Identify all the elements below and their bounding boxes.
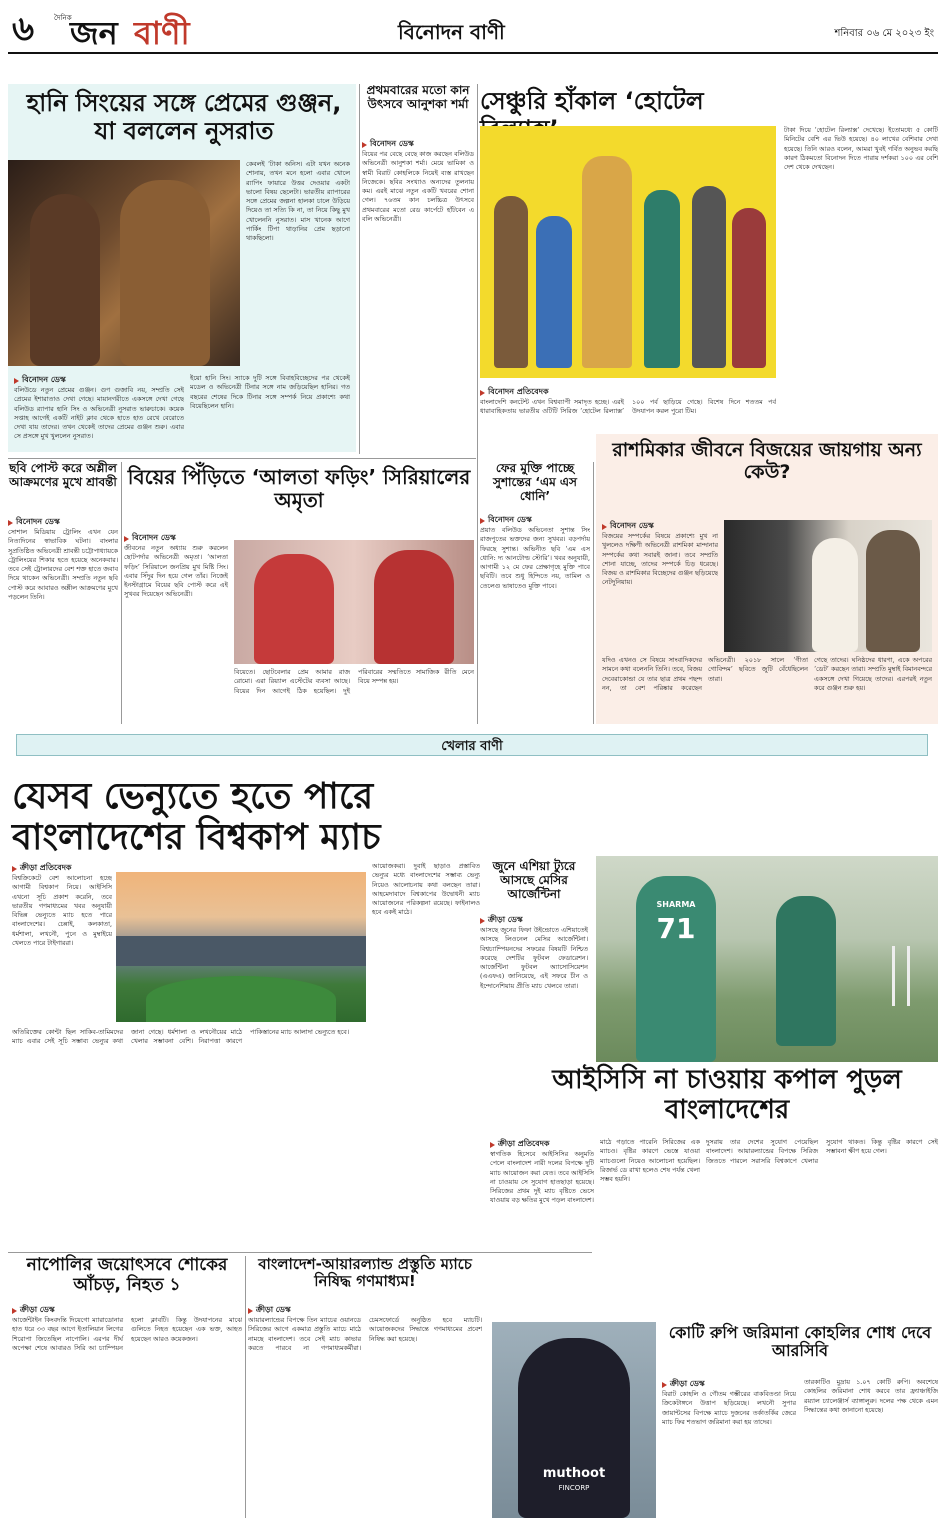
icc-byline-text: ক্রীড়া প্রতিবেদক [498, 1139, 550, 1148]
article-kohli [662, 1322, 938, 1518]
byline-triangle-icon [12, 1308, 17, 1314]
column-rule [593, 462, 594, 724]
venues-headline: যেসব ভেন্যুতে হতে পারে বাংলাদেশের বিশ্বকাপ ম্যাচ [12, 776, 381, 859]
kohli-figure [518, 1338, 630, 1518]
dhoni-text: প্রয়াত বলিউড অভিনেতা সুশান্ত সিং রাজপুতের ভক্তদের জন্য সুখবর। বড়পর্দায় ফিরছে সুশান্ত। অভিনীত ছবি ‘এম এস ধোনি: দ্য আনটোল্ড স্টোরি’। খবর অনুযায়ী, আগামী ১২ মে ফের প্রেক্ষাগৃহে মুক্তি পাবে ছবিটি। তবে শুধু হিন্দিতে নয়, তামিল ও তেলেগু ভাষাতেও মুক্তি পাবে। [480, 526, 590, 590]
kohli-byline-text: ক্রীড়া ডেস্ক [670, 1379, 705, 1388]
napoli-headline: নাপোলির জয়োৎসবে শোকের আঁচড়, নিহত ১ [26, 1255, 228, 1295]
brand-part2: বাণী [134, 14, 190, 52]
section-rule [8, 458, 476, 459]
jersey-number: 71 [656, 912, 696, 945]
rashmika-photo [724, 520, 932, 652]
dhoni-byline-text: বিনোদন ডেস্ক [488, 515, 532, 524]
byline-triangle-icon [480, 390, 485, 396]
icc-headline: আইসিসি না চাওয়ায় কপাল পুড়ল বাংলাদেশের [552, 1065, 902, 1125]
bride-right [374, 550, 454, 664]
ireland-text: আয়ারল্যান্ডের বিপক্ষে তিন ম্যাচের ওয়ানডে সিরিজের আগে একমাত্র প্রস্তুতি ম্যাচে মাঠে নামছে বাংলাদেশ। তবে সেই ম্যাচ কাভার করতে পারবে না গণমাধ্যমকর্মীরা। চেমসফোর্ডে অনুষ্ঠিত হবে ম্যাচটি। আয়োজকদের সিদ্ধান্তে গণমাধ্যমের প্রবেশ নিষিদ্ধ করা হয়েছে। [248, 1316, 482, 1352]
amrita-headline: বিয়ের পিঁড়িতে ‘আলতা ফড়িং’ সিরিয়ালের অমৃতা [127, 465, 471, 512]
anushka-byline-text: বিনোদন ডেস্ক [370, 139, 414, 148]
cast-figure-5 [692, 186, 726, 368]
hotel-photo [480, 126, 776, 378]
honey-text-left: বলিউডে নতুন প্রেমের গুঞ্জন। গুণ গুজাবি নয়, সম্প্রতি সেই প্রেমের ইশারাতাও দেখা গেছে। মায়ানগরীতে একসঙ্গে দেখা গেছে বলিউড র‍্যাপার হানি সিং ও অভিনেত্রী নুসরাত ভারুচাকে। কয়েক সপ্তাহ আগেই একটি নাইট ক্লাব থেকে হাতে হাত রেখে বেরোতে দেখা যায় তাদের। তখন থেকেই তাদের প্রেমের গুঞ্জন শুরু। এবার সে প্রসঙ্গে মুখ খুললেন নুসরাত। [14, 386, 184, 441]
article-napoli [8, 1256, 242, 1518]
jersey-sub: FINCORP [558, 1484, 590, 1492]
jersey-name: SHARMA [656, 900, 696, 909]
kohli-text-right: তারকাটিও মুদ্রায় ১.০৭ কোটি রুপি। অবশেষে কোহলির জরিমানা শোধ করবে তার ফ্র্যাঞ্চাইজি রয়্যাল চ্যালেঞ্জার্স ব্যাঙ্গালুরু। দলের পক্ষ থেকে এমন সিদ্ধান্তের কথা জানানো হয়েছে। [804, 1378, 938, 1414]
jersey-brand: muthoot [542, 1466, 606, 1481]
stadium-stand [116, 936, 366, 966]
cast-figure-6 [732, 208, 766, 368]
actor-figure [866, 530, 920, 652]
byline-triangle-icon [14, 378, 19, 384]
venues-text-bottom: অতিরিক্তের কোন্টা ছিল সাকিব-তামিমদের ম্যাচ এবার সেই সূচি সম্ভাব্য ভেন্যুর কথা জানা গেছে। ধর্মশালা ও লখনৌয়ের মাঠে খেলার সম্ভাবনা বেশি। নিরাপত্তা কারণে পাকিস্তানের ম্যাচ আলাদা ভেন্যুতে হবে। [12, 1028, 350, 1046]
byline-triangle-icon [602, 524, 607, 530]
page-number: ৬ [12, 9, 35, 49]
article-honey [8, 84, 356, 452]
amrita-text: জীবনের নতুন অধ্যায় শুরু করলেন ছোটপর্দার অভিনেত্রী অমৃতা। ‘আলতা ফড়িং’ সিরিয়ালে জনপ্রিয় মুখ মিষ্টি সিং। এবার সিঁদুর দিন হয়ে গেল তাঁর। নিজেই ইনস্টাগ্রামে বিয়ের ছবি পোস্ট করে এই সুখবর দিয়েছেন অভিনেত্রী। [124, 544, 228, 599]
amrita-photo [234, 540, 474, 664]
honey-text-bottom: ইয়ো হানি সিং। স্যাকে দুটি সঙ্গে বিবাহবিচ্ছেদের পর থেকেই মডেল ও অভিনেত্রী টিনার সঙ্গে নাম জড়িয়েছিল হানির। গত বছরের শেষের দিকে টিনার সঙ্গে সম্পর্ক নিয়ে প্রকাশ্যে কথা বিয়েছিলেন হানি। [190, 374, 350, 410]
ireland-headline: বাংলাদেশ-আয়ারল্যান্ড প্রস্তুতি ম্যাচে নিষিদ্ধ গণমাধ্যম! [258, 1255, 472, 1291]
napoli-text: আর্জেন্টাইন কিংবদন্তি দিয়েগো ম্যারাডোনার হাত ধরে ৩৩ বছর আগে ইতালিয়ান লিগের শিরোপা জিতেছিল নাপোলি। এরপর দীর্ঘ অপেক্ষা শেষে আবারও সিরি আ চ্যাম্পিয়ন হলো ক্লাবটি। কিন্তু উদযাপনের মাঝে গুলিতে নিহত হয়েছেন এক ভক্ত, আহত হয়েছেন আরও কয়েকজন। [12, 1316, 242, 1352]
article-hotel [480, 84, 938, 456]
honey-byline-text: বিনোদন ডেস্ক [22, 375, 66, 384]
icc-text-mid: মাঠে গড়াতে পারেনি সিরিজের এক ম্যাচও। বৃষ্টির কারণে ভেস্তে যাওয়া ম্যাচগুলো নিয়েও আলোচনা হয়েছিল। রিজার্ভ ডে রাখা হলেও শেষ পর্যন্ত খেলা সম্ভব হয়নি। [600, 1138, 700, 1184]
amrita-byline-text: বিনোদন ডেস্ক [132, 533, 176, 542]
column-rule [121, 462, 122, 724]
stadium-photo [116, 872, 366, 1022]
kohli-photo [492, 1322, 656, 1518]
actress-figure [812, 538, 858, 652]
messi-text: আসছে জুনের ফিফা উইন্ডোতে এশিয়াতেই আসছে লিওনেল মেসির আর্জেন্টিনা। বিশ্বচ্যাম্পিয়নদের সফরের বিষয়টি নিশ্চিত করেছে দেশটির ফুটবল ফেডারেশন। আর্জেন্টিনা ফুটবল অ্যাসোসিয়েশন (এএফএ) জানিয়েছে, এই সফরে চীন ও ইন্দোনেশিয়ায় প্রীতি ম্যাচ খেলবে তারা। [480, 926, 588, 990]
cast-figure-3 [582, 156, 632, 368]
column-rule [245, 1256, 246, 1518]
messi-headline: জুনে এশিয়া ট্যুরে আসছে মেসির আর্জেন্টিনা [492, 859, 576, 901]
person-right [120, 180, 210, 366]
person-left [30, 194, 100, 366]
brand-logo [50, 8, 210, 50]
stadium-field [146, 976, 336, 1022]
article-ireland [248, 1256, 482, 1518]
shrabonti-text: সোশাল মিডিয়ায় ট্রোলিং এখন যেন নিত্যদিনের স্বাভাবিক ঘটনা। বাংলার সুপ্রতিষ্ঠিত অভিনেত্রী শ্রাবন্তী চট্টোপাধ্যায়কে ট্রোলিংয়ের শিকার হতে হয়েছে অনেকবার। তবে সেই ট্রোলারদের বেশ শক্ত হাতে জবাব দিয়ে থাকেন অভিনেত্রী। সম্প্রতি নতুন ছবি পোস্ট করে আবারও অশ্লীল আক্রমণের মুখে পড়লেন তিনি। [8, 528, 118, 601]
article-icc [490, 1065, 938, 1252]
cast-figure-2 [536, 216, 572, 368]
honey-photo [8, 160, 240, 366]
cast-figure-4 [644, 190, 680, 368]
ireland-byline-text: ক্রীড়া ডেস্ক [256, 1305, 291, 1314]
byline-triangle-icon [662, 1382, 667, 1388]
kohli-headline: কোটি রুপি জরিমানা কোহলির শোধ দেবে আরসিবি [668, 1323, 932, 1361]
icc-text-right: দুসরায় তার দেশের সুযোগ পেয়েছিল বাংলাদেশ। আয়ারল্যান্ডের বিপক্ষে সিরিজ জিততে পারলে সরাসরি বিশ্বকাপে খেলার সুযোগ থাকত। কিন্তু বৃষ্টির কারণে সেই সম্ভাবনা ক্ষীণ হয়ে গেল। [706, 1138, 938, 1165]
byline-triangle-icon [12, 866, 17, 872]
rashmika-text: বিজয়ের সম্পর্কের বিষয়ে প্রকাশ্যে মুখ না খুললেও দক্ষিণী অভিনেত্রী রাশমিকা মান্দানার সম্পর্কের কথা সবারই জানা। তবে সম্প্রতি শোনা যাচ্ছে, তাদের সম্পর্কে চিড় ধরেছে। বিজয় ও রাশমিকার বিচ্ছেদের গুঞ্জন ছড়িয়েছে নেটদুনিয়ায়। [602, 532, 718, 587]
byline-triangle-icon [490, 1142, 495, 1148]
honey-text-mid: কেবলই ‘টাকা অনিস। এটা যখন অনেক শোনায়, তখন মনে হলো এবার খোলে র‍্যাপিং ফায়ারে উত্তর দেওয়ার একটা ভালো বিষয় ছেলেটা। ভারতীয় র‍্যাপারের সঙ্গে প্রেমের জল্পনা হালকা চালে উড়িয়ে দিয়েও তা সত্যি কি না, তা নিয়ে কিছু মুখ খোলেননি নুসরাত। মাস খানেক আগে পার্কিং টিপা থাড়ানির প্রেম ছড়ানো থাকছিলো। [246, 160, 350, 243]
byline-triangle-icon [480, 918, 485, 924]
article-amrita [124, 462, 474, 724]
dhoni-headline: ফের মুক্তি পাচ্ছে সুশান্তের ‘এম এস ধোনি’ [493, 461, 577, 503]
column-rule [359, 84, 360, 454]
masthead [8, 6, 938, 54]
messi-byline-text: ক্রীড়া ডেস্ক [488, 915, 523, 924]
column-rule [477, 84, 478, 724]
anushka-headline: প্রথমবারের মতো কান উৎসবে আনুশকা শর্মা [366, 83, 470, 111]
sports-banner-title: খেলার বাণী [441, 739, 503, 754]
shrabonti-headline: ছবি পোস্ট করে অশ্লীল আক্রমণের মুখে শ্রাবন্তী [9, 461, 117, 489]
rashmika-text-right: গেছে তাদের। ঘনিষ্ঠদের ধারণা, একে অপরের ‘ডেট’ করছেন তারা। সম্প্রতি মুম্বাই বিমানবন্দরে একসঙ্গে দেখা গিয়েছে তাদের। এরপরই নতুন করে গুঞ্জন শুরু হয়। [814, 656, 932, 692]
cricket-photo [596, 856, 938, 1062]
section-rule [8, 1252, 592, 1253]
venues-byline-text: ক্রীড়া প্রতিবেদক [20, 863, 72, 872]
daily-label: দৈনিক [54, 14, 72, 22]
icc-text: স্বাগতিক হিসেবে আইসিসির অনুমতি পেলে বাংলাদেশ নারী দলের বিপক্ষে দুটি ম্যাচ আয়োজন করা যেত। তবে আইসিসি না চাওয়ায় সে সুযোগ হাতছাড়া হয়েছে। সিরিজের প্রথম দুই ম্যাচ বৃষ্টিতে ভেসে যাওয়ায় বড় ক্ষতির মুখে পড়ল বাংলাদেশ। [490, 1150, 594, 1205]
byline-triangle-icon [8, 520, 13, 526]
hotel-headline: সেঞ্চুরি হাঁকাল ‘হোটেল [480, 87, 704, 115]
byline-triangle-icon [124, 536, 129, 542]
amrita-text-right: বিয়েতে। ছোটবেলার প্রেম আমার রাজ রোমো। এরা রিয়্যাল এস্টেটের ব্যবসা আছে। বিয়ের দিন আগেই ঠিক হয়েছিল। দুই পরিবারের সম্মতিতে সামাজিক রীতি মেনে বিয়ে সম্পন্ন হয়। [234, 668, 474, 695]
rashmika-text-bottom: যদিও এখনও সে বিষয়ে সাংবাদিকদের সামনে কথা বলেননি তিনি। তবে, বিজয় দেবেরাকোন্ডা যে তার ছাত্র প্রথম পছন্দ নন, তা বেশ পরিষ্কার করেছেন অভিনেত্রী। ২০১৮ সালে ‘গীতা গোবিন্দম’ ছবিতে জুটি বেঁধেছিলেন তারা। [602, 656, 808, 692]
article-anushka [362, 84, 474, 438]
hotel-text-right: টাকা দিয়ে ‘হোটেল রিল্যাক্স’ দেখেছে। ইতোমধ্যে ৫ কোটি মিনিটের বেশি এর ভিউ হয়েছে। ৪০ লাখের বেশিবার দেখা হয়েছে। তিনি আরও বলেন, আমরা খুবই গর্বিত অনুভব করছি কারণ ঠিকমতো বিনোদন দিতে পারায় দর্শকরা ১০০ এর বেশি দেশ থেকে দেখছেন। [784, 126, 938, 172]
byline-triangle-icon [248, 1308, 253, 1314]
bride-left [254, 554, 334, 664]
stumps [892, 946, 910, 1006]
section-title: বিনোদন বাণী [398, 20, 505, 44]
hotel-text: বাংলাদেশি কনটেন্ট এখন বিশ্বব্যাপী সমাদৃত হচ্ছে। এরই ধারাবাহিকতায় ভারতীয় ওটিটি সিরিজ ‘হোটেল রিল্যাক্স’ ১০০ পর্ব ছাড়িয়ে গেছে। বিশেষ দিনে শততম পর্ব উদযাপন করল পুরো টিম। [480, 398, 776, 416]
rashmika-headline: রাশমিকার জীবনে বিজয়ের জায়গায় অন্য কেউ? [612, 439, 922, 483]
kohli-text: বিরাট কোহলি ও গৌতম গম্ভীরের বাকবিতণ্ডা নিয়ে ক্রিকেটাঙ্গনে উত্তাপ ছড়িয়েছে। লখনৌ সুপার জায়ান্টসের বিপক্ষে ম্যাচে দুজনের তর্কাতর্কির জেরে ম্যাচ ফির শতভাগ জরিমানা করা হয় তাদের। [662, 1390, 796, 1426]
cast-figure-1 [494, 196, 528, 368]
shrabonti-byline-text: বিনোদন ডেস্ক [16, 517, 60, 526]
venues-text: বিশ্বক্রিকেটে বেশ আলোচনা হচ্ছে আগামী বিশ্বকাপ নিয়ে। আইসিসি এখনো সূচি প্রকাশ করেনি, তবে ভারতীয় গণমাধ্যমের খবর অনুযায়ী বিভিন্ন ভেন্যুতে ম্যাচ হতে পারে বাংলাদেশের। চেন্নাই, কলকাতা, ধর্মশালা, লখনৌ, পুনে ও মুম্বাইয়ে খেলতে পারে টাইগাররা। [12, 874, 112, 947]
article-messi [480, 860, 588, 1060]
byline-triangle-icon [480, 518, 485, 524]
issue-date: শনিবার ০৬ মে ২০২৩ ইং [834, 28, 934, 39]
article-rashmika [596, 434, 938, 724]
article-shrabonti [8, 462, 118, 724]
honey-headline: হানি সিংয়ের সঙ্গে প্রেমের গুঞ্জন, যা বললেন নুসরাত [26, 89, 342, 145]
brand-part1: জন [70, 14, 118, 52]
sports-banner [16, 734, 928, 756]
byline-triangle-icon [362, 142, 367, 148]
anushka-text: বিয়ের পর বেছে বেছে কাজ করছেন বলিউড অভিনেত্রী আনুশকা শর্মা। মেয়ে ভামিকা ও স্বামী বিরাট কোহলিকে নিয়েই ব্যস্ত রাখছেন নিজেকে। ছবির সংখ্যাও অন্যদের তুলনায় কম। এরই মাঝে নতুন একটি খবরের শোনা গেল। ৭৬তম কান চলচ্চিত্র উৎসবে প্রথমবারের মতো রেড কার্পেটে হাঁটবেন এ বলি অভিনেত্রী। [362, 150, 474, 223]
rashmika-byline-text: বিনোদন ডেস্ক [610, 521, 654, 530]
player-bowler [776, 896, 836, 1046]
article-venues [8, 776, 480, 1252]
article-dhoni [480, 462, 590, 724]
player-batter [636, 876, 716, 1062]
hotel-byline-text: বিনোদন প্রতিবেদক [488, 387, 549, 396]
venues-text-mid: আয়োজকরা। দুবাই ছাড়াও প্রস্তাবিত ভেন্যুর মধ্যে বাংলাদেশের সম্ভাব্য ভেন্যু নিয়েও আলোচনায় কথা বলছেন তারা। আহমেদাবাদে বিশ্বকাপের উদ্বোধনী ম্যাচ আয়োজনের পরিকল্পনা রয়েছে। ফাইনালও হবে একই মাঠে। [372, 862, 480, 917]
napoli-byline-text: ক্রীড়া ডেস্ক [20, 1305, 55, 1314]
